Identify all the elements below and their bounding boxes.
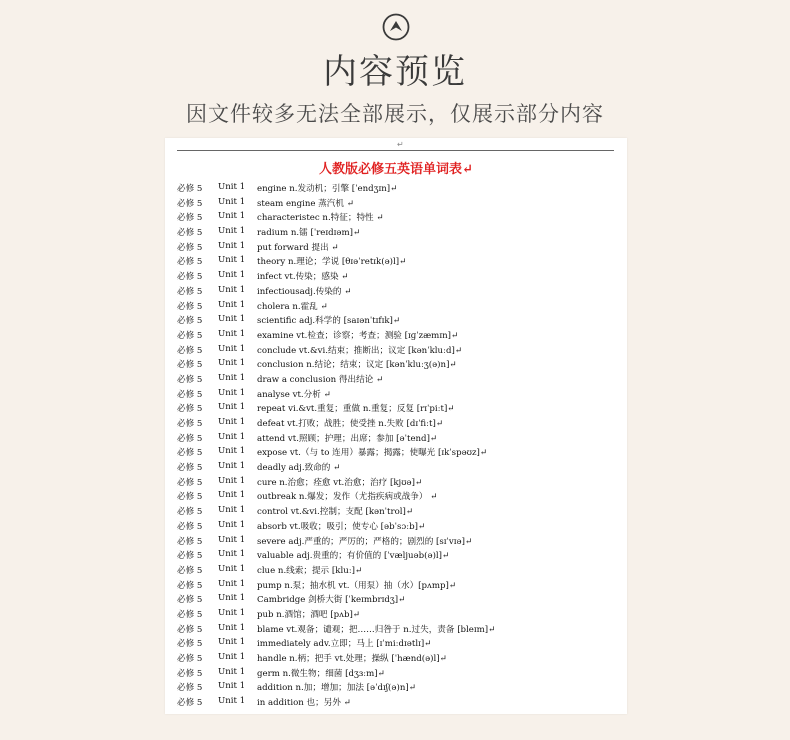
book-label: 必修 5 <box>177 419 203 429</box>
word-entry: engine n.发动机；引擎 [ˈendʒɪn]↵ <box>257 184 398 194</box>
list-item <box>177 444 622 459</box>
word-entry: conclude vt.&vi.结束；推断出；议定 [kənˈkluːd]↵ <box>257 345 463 356</box>
word-entry: theory n.理论；学说 [θɪəˈretɪk(ə)l]↵ <box>257 257 407 268</box>
unit-label: Unit 1 <box>218 431 246 442</box>
book-label: 必修 5 <box>177 228 203 239</box>
unit-label: Unit 1 <box>218 182 246 192</box>
unit-label: Unit 1 <box>218 534 246 545</box>
unit-label: Unit 1 <box>218 240 246 251</box>
book-label: 必修 5 <box>177 565 203 576</box>
word-entry: analyse vt.分析 ↵ <box>257 389 331 400</box>
list-item <box>177 430 622 445</box>
book-label: 必修 5 <box>177 433 203 444</box>
list-item <box>177 474 622 489</box>
list-item <box>177 400 622 415</box>
book-label: 必修 5 <box>177 184 203 194</box>
unit-label: Unit 1 <box>218 666 246 677</box>
word-entry: blame vt.观备；谴观；把……归咎于 n.过失，责备 [bleɪm]↵ <box>257 624 496 635</box>
unit-label: Unit 1 <box>218 343 246 354</box>
chevron-up-circle-icon <box>382 13 410 41</box>
word-entry: infectiousadj.传染的 ↵ <box>257 286 352 297</box>
book-label: 必修 5 <box>177 213 203 224</box>
word-entry: defeat vt.打败；战胜；使受挫 n.失败 [dɪˈfiːt]↵ <box>257 419 444 429</box>
word-entry: absorb vt.吸收；吸引；使专心 [əbˈsɔːb]↵ <box>257 521 426 532</box>
paragraph-mark: ↵ <box>397 140 404 149</box>
unit-label: Unit 1 <box>218 461 246 472</box>
book-label: 必修 5 <box>177 580 203 591</box>
book-label: 必修 5 <box>177 286 203 297</box>
word-entry: Cambridge 剑桥大街 [ˈkeɪmbrɪdʒ]↵ <box>257 595 406 606</box>
word-entry: germ n.微生物；细菌 [dʒɜːm]↵ <box>257 668 385 679</box>
unit-label: Unit 1 <box>218 314 246 325</box>
book-label: 必修 5 <box>177 463 203 474</box>
word-entry: draw a conclusion 得出结论 ↵ <box>257 374 384 385</box>
word-entry: repeat vi.&vt.重复；重做 n.重复；反复 [rɪˈpiːt]↵ <box>257 404 455 415</box>
word-entry: steam engine 蒸汽机 ↵ <box>257 198 354 209</box>
list-item <box>177 371 622 386</box>
word-entry: expose vt.（与 to 连用）暴露；揭露；使曝光 [ɪkˈspəʊz]↵ <box>257 448 488 459</box>
book-label: 必修 5 <box>177 609 203 620</box>
word-entry: characteristec n.特征；特性 ↵ <box>257 213 384 224</box>
list-item <box>177 209 622 224</box>
word-entry: scientific adj.科学的 [saɪənˈtɪfɪk]↵ <box>257 316 401 327</box>
book-label: 必修 5 <box>177 698 203 709</box>
unit-label: Unit 1 <box>218 563 246 574</box>
header-rule <box>177 150 614 151</box>
list-item <box>177 180 622 195</box>
list-item <box>177 224 622 239</box>
unit-label: Unit 1 <box>218 328 246 339</box>
book-label: 必修 5 <box>177 624 203 635</box>
word-entry: put forward 提出 ↵ <box>257 242 339 253</box>
word-entry: cholera n.霍乱 ↵ <box>257 301 328 312</box>
list-item <box>177 283 622 298</box>
unit-label: Unit 1 <box>218 519 246 530</box>
unit-label: Unit 1 <box>218 358 246 369</box>
unit-label: Unit 1 <box>218 607 246 618</box>
list-item <box>177 327 622 342</box>
unit-label: Unit 1 <box>218 196 246 207</box>
unit-label: Unit 1 <box>218 372 246 383</box>
list-item <box>177 577 622 592</box>
list-item <box>177 195 622 210</box>
book-label: 必修 5 <box>177 404 203 415</box>
book-label: 必修 5 <box>177 345 203 356</box>
word-entry: control vt.&vi.控制；支配 [kənˈtrol]↵ <box>257 507 414 518</box>
word-entry: addition n.加；增加；加法 [əˈdɪʃ(ə)n]↵ <box>257 683 416 694</box>
unit-label: Unit 1 <box>218 622 246 633</box>
book-label: 必修 5 <box>177 198 203 209</box>
unit-label: Unit 1 <box>218 226 246 237</box>
book-label: 必修 5 <box>177 551 203 562</box>
book-label: 必修 5 <box>177 301 203 312</box>
list-item <box>177 562 622 577</box>
book-label: 必修 5 <box>177 257 203 268</box>
book-label: 必修 5 <box>177 639 203 650</box>
book-label: 必修 5 <box>177 536 203 547</box>
unit-label: Unit 1 <box>218 299 246 310</box>
unit-label: Unit 1 <box>218 681 246 692</box>
book-label: 必修 5 <box>177 330 203 341</box>
unit-label: Unit 1 <box>218 446 246 457</box>
book-label: 必修 5 <box>177 492 203 503</box>
list-item <box>177 298 622 313</box>
unit-label: Unit 1 <box>218 284 246 295</box>
word-entry: handle n.柄；把手 vt.处理；操纵 [ˈhænd(ə)l]↵ <box>257 654 447 664</box>
page-subtitle: 因文件较多无法全部展示，仅展示部分内容 <box>186 102 604 126</box>
list-item <box>177 415 622 430</box>
word-entry: examine vt.检查；诊察；考查；测验 [ɪɡˈzæmɪn]↵ <box>257 330 459 341</box>
word-entry: pump n.泵；抽水机 vt.（用泵）抽（水）[pʌmp]↵ <box>257 580 457 591</box>
book-label: 必修 5 <box>177 595 203 606</box>
book-label: 必修 5 <box>177 389 203 400</box>
document-preview <box>165 138 627 714</box>
list-item <box>177 518 622 533</box>
unit-label: Unit 1 <box>218 505 246 516</box>
book-label: 必修 5 <box>177 242 203 253</box>
unit-label: Unit 1 <box>218 490 246 501</box>
book-label: 必修 5 <box>177 316 203 327</box>
list-item <box>177 635 622 650</box>
book-label: 必修 5 <box>177 654 203 664</box>
word-entry: infect vt.传染；感染 ↵ <box>257 272 349 283</box>
list-item <box>177 356 622 371</box>
word-entry: deadly adj.致命的 ↵ <box>257 463 341 474</box>
list-item <box>177 606 622 621</box>
vocabulary-list <box>177 180 622 709</box>
list-item <box>177 239 622 254</box>
unit-label: Unit 1 <box>218 549 246 560</box>
list-item <box>177 268 622 283</box>
word-entry: in addition 也；另外 ↵ <box>257 698 351 709</box>
unit-label: Unit 1 <box>218 696 246 707</box>
unit-label: Unit 1 <box>218 387 246 398</box>
unit-label: Unit 1 <box>218 270 246 281</box>
book-label: 必修 5 <box>177 360 203 371</box>
page-title: 内容预览 <box>323 52 467 92</box>
word-entry: radium n.镭 [ˈreɪdɪəm]↵ <box>257 228 361 239</box>
list-item <box>177 665 622 680</box>
book-label: 必修 5 <box>177 374 203 385</box>
word-entry: clue n.线索；提示 [kluː]↵ <box>257 565 363 576</box>
list-item <box>177 547 622 562</box>
unit-label: Unit 1 <box>218 255 246 266</box>
unit-label: Unit 1 <box>218 417 246 427</box>
word-entry: attend vt.照顾；护理；出席；参加 [əˈtend]↵ <box>257 433 438 444</box>
list-item <box>177 459 622 474</box>
unit-label: Unit 1 <box>218 475 246 486</box>
unit-label: Unit 1 <box>218 402 246 413</box>
word-entry: valuable adj.贵重的；有价值的 [ˈvæljuəb(ə)l]↵ <box>257 551 450 562</box>
unit-label: Unit 1 <box>218 652 246 662</box>
unit-label: Unit 1 <box>218 211 246 222</box>
list-item <box>177 503 622 518</box>
unit-label: Unit 1 <box>218 593 246 604</box>
book-label: 必修 5 <box>177 448 203 459</box>
word-entry: cure n.治愈；痊愈 vt.治愈；治疗 [kjʊə]↵ <box>257 477 423 488</box>
list-item <box>177 650 622 665</box>
word-entry: pub n.酒馆；酒吧 [pʌb]↵ <box>257 609 360 620</box>
list-item <box>177 488 622 503</box>
list-item <box>177 312 622 327</box>
list-item <box>177 253 622 268</box>
document-title: 人教版必修五英语单词表↵ <box>319 162 473 177</box>
book-label: 必修 5 <box>177 683 203 694</box>
word-entry: severe adj.严重的；严厉的；严格的；剧烈的 [sɪˈvɪə]↵ <box>257 536 473 547</box>
list-item <box>177 342 622 357</box>
book-label: 必修 5 <box>177 477 203 488</box>
book-label: 必修 5 <box>177 521 203 532</box>
word-entry: outbreak n.爆发；发作（尤指疾病或战争） ↵ <box>257 492 438 503</box>
book-label: 必修 5 <box>177 272 203 283</box>
list-item <box>177 386 622 401</box>
list-item <box>177 621 622 636</box>
book-label: 必修 5 <box>177 668 203 679</box>
list-item <box>177 591 622 606</box>
list-item <box>177 533 622 548</box>
book-label: 必修 5 <box>177 507 203 518</box>
word-entry: conclusion n.结论；结束；议定 [kənˈkluːʒ(ə)n]↵ <box>257 360 457 371</box>
unit-label: Unit 1 <box>218 637 246 648</box>
word-entry: immediately adv.立即；马上 [ɪˈmiːdɪətlɪ]↵ <box>257 639 432 650</box>
list-item <box>177 679 622 694</box>
unit-label: Unit 1 <box>218 578 246 589</box>
list-item <box>177 694 622 709</box>
